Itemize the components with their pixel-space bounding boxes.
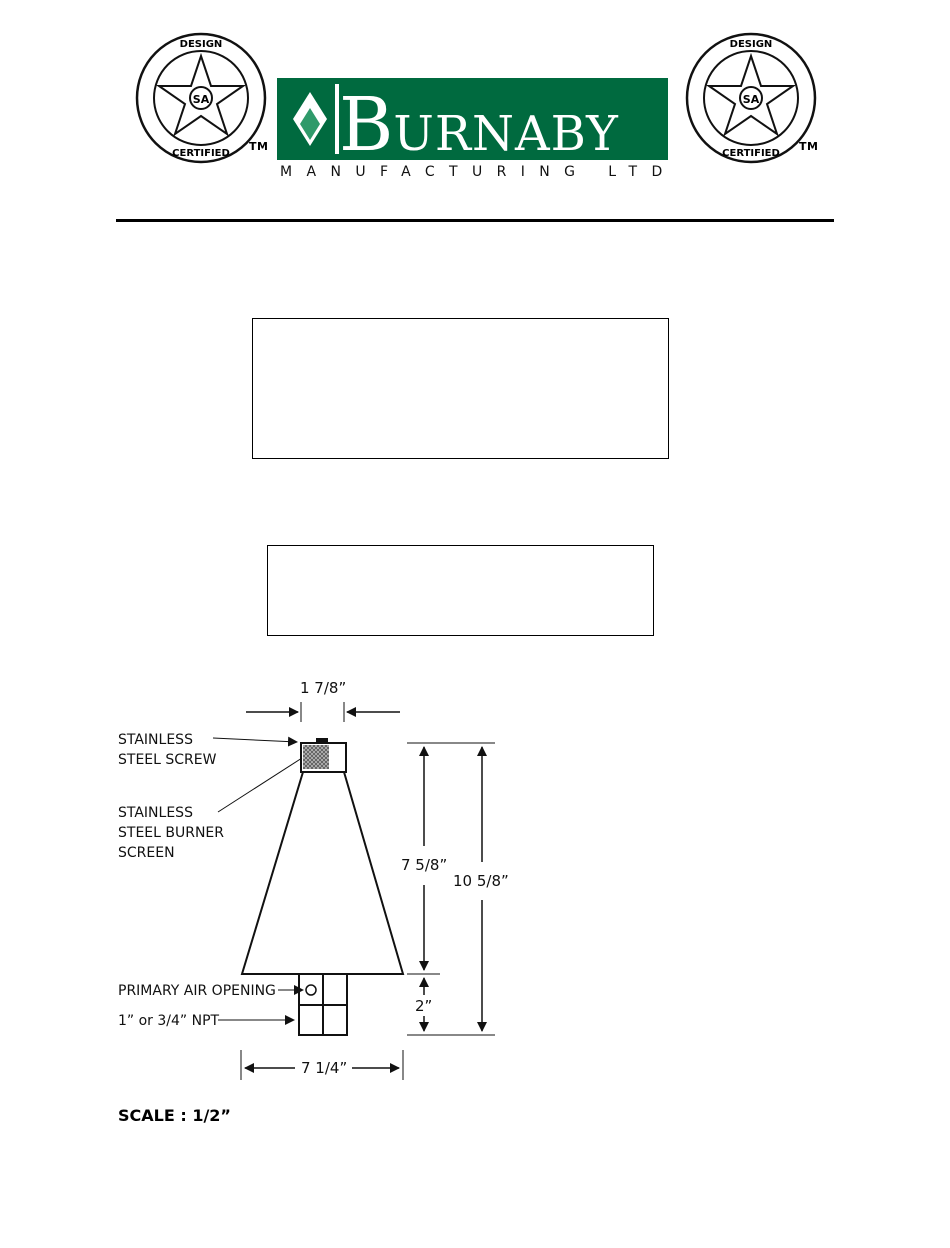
label-screw [118, 730, 216, 770]
label-npt: 1” or 3/4” NPT [118, 1013, 220, 1029]
label-screen [118, 803, 224, 863]
dim-total-height: 10 5/8” [453, 872, 509, 890]
leader-screen [218, 758, 302, 812]
seal-top-text: DESIGN [179, 39, 223, 50]
label-screw-line2: STEEL SCREW [118, 752, 217, 768]
label-screen-line2: STEEL BURNER [118, 825, 225, 841]
label-screen-line1: STAINLESS [118, 805, 193, 821]
trademark-mark-right: TM [799, 140, 819, 153]
logo-rest: URNABY [393, 106, 619, 162]
label-air-opening: PRIMARY AIR OPENING [118, 983, 276, 999]
burner-screen-mesh [303, 745, 329, 769]
seal-bottom-text: CERTIFIED [722, 148, 780, 159]
dim-base-width: 7 1/4” [301, 1059, 348, 1077]
primary-air-opening [306, 985, 316, 995]
burner-cone [242, 772, 403, 974]
dim-cone-height: 7 5/8” [401, 856, 448, 874]
dim-base-height: 2” [415, 997, 433, 1015]
seal-top-text: DESIGN [729, 39, 773, 50]
label-screw-line1: STAINLESS [118, 732, 193, 748]
seal-center-text: SA [192, 93, 210, 106]
label-screen-line3: SCREEN [118, 845, 175, 861]
dim-top-width: 1 7/8” [300, 679, 347, 697]
scale-note: SCALE : 1/2” [118, 1106, 231, 1125]
logo-tagline: MANUFACTURING LTD [280, 164, 677, 180]
leader-screw [213, 738, 297, 742]
trademark-mark-left: TM [249, 140, 269, 153]
logo-initial: B [339, 82, 394, 168]
seal-bottom-text: CERTIFIED [172, 148, 230, 159]
seal-center-text: SA [742, 93, 760, 106]
